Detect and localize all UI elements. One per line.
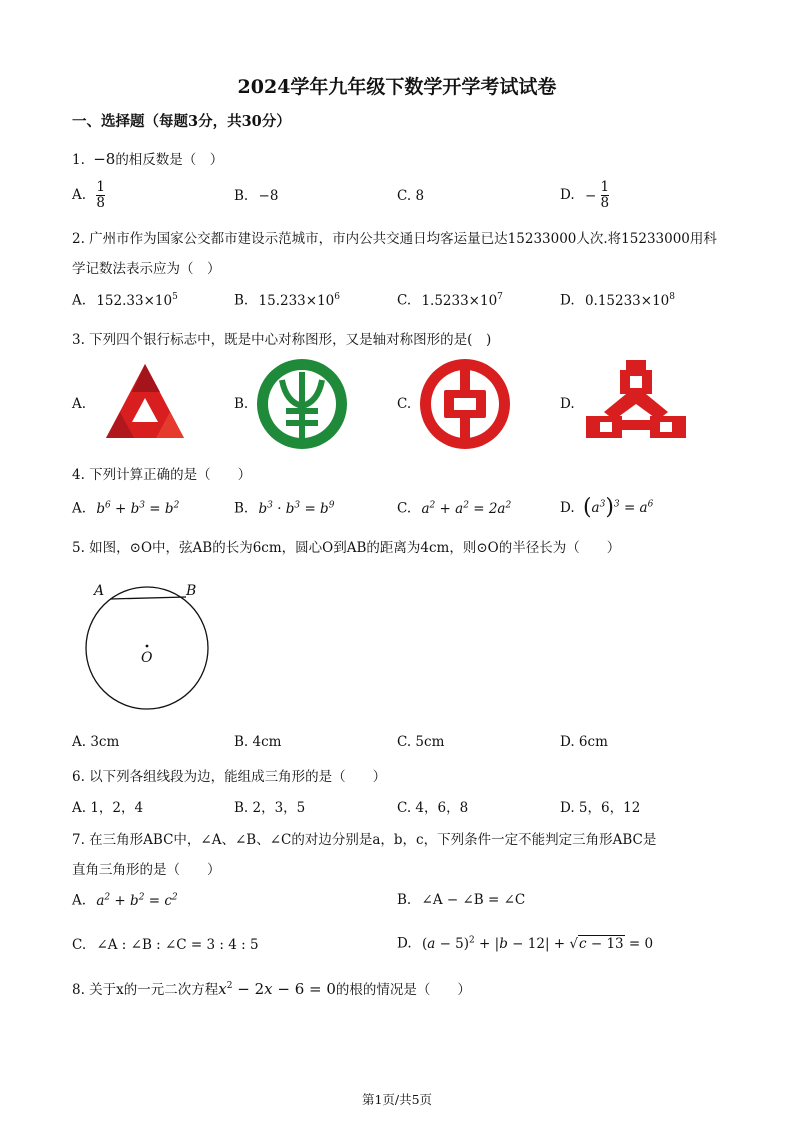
q1-option-b[interactable] [234,188,278,204]
q2-option-d[interactable] [560,292,675,309]
option-value: 0.15233×10 [584,292,670,309]
point-b-label: B [186,583,197,599]
q6-option-b[interactable]: B. 2，3，5 [234,800,306,816]
option-label: A. [72,187,87,203]
option-label: C. [397,188,412,204]
option-label: B. [397,892,412,908]
q1-expression: −8 [93,150,116,168]
ccb-logo-icon [104,362,186,442]
q1-option-d[interactable] [560,180,609,211]
q8-text-post: 的根的情况是（ ） [335,982,471,998]
section-heading: 一、选择题（每题3分，共30分） [72,113,291,130]
option-label: C. [72,937,87,953]
q8-equation: $x^2 - 2x - 6 = 0$ [218,980,336,998]
option-label: B. [234,188,249,204]
exponent: 5 [172,292,178,302]
option-label: B. [234,500,249,517]
option-label: A. [72,500,87,517]
abc-logo-icon [256,358,348,450]
q1-number: 1. [72,152,85,168]
q6-option-d[interactable]: D. 5，6，12 [560,800,641,816]
page-number: 第1页/共5页 [361,1092,433,1107]
q7-line-2: 直角三角形的是（ ） [72,862,221,878]
option-value: 152.33×10 [96,292,173,309]
q3-option-b-label[interactable]: B. [234,396,249,412]
option-label: D. [397,935,412,952]
question-8 [72,978,471,998]
exponent: 7 [497,292,503,302]
q8-text-pre: 8. 关于x的一元二次方程 [72,982,219,998]
q6-text: 6. 以下列各组线段为边，能组成三角形的是（ ） [72,769,387,785]
option-label: A. [72,292,87,309]
q4-option-c[interactable] [397,500,511,517]
point-a-label: A [94,583,105,599]
q1-option-a[interactable] [72,180,105,211]
option-label: D. [560,292,575,309]
option-value: −8 [258,188,279,204]
q6-option-c[interactable]: C. 4，6，8 [397,800,469,816]
q5-text: 5. 如图，⊙O中，弦AB的长为6cm，圆心O到AB的距离为4cm，则⊙O的半径长为（ ） [72,540,621,556]
q1-text: 的相反数是（ ） [115,152,224,168]
option-label: D. [560,187,575,203]
q3-option-d-label[interactable]: D. [560,396,575,412]
q1-option-c[interactable] [397,188,424,204]
question-1 [72,148,223,168]
q2-option-c[interactable] [397,292,503,309]
q7-option-d[interactable] [397,935,653,952]
exponent: 8 [669,292,675,302]
q2-line-2: 学记数法表示应为（ ） [72,261,221,277]
exponent: 6 [334,292,340,302]
option-formula: $a^2 + a^2 = 2a^2$ [421,500,512,517]
q6-option-a[interactable]: A. 1，2，4 [72,800,144,816]
option-label: D. [560,500,575,516]
q5-option-b[interactable]: B. 4cm [234,734,282,750]
option-formula: ∠A : ∠B : ∠C = 3 : 4 : 5 [96,937,259,953]
q4-text: 4. 下列计算正确的是（ ） [72,467,252,483]
q3-option-c-label[interactable]: C. [397,396,412,412]
q5-option-d[interactable]: D. 6cm [560,734,608,750]
fraction: $\frac{1}{8}$ [600,179,610,211]
boc-logo-icon [418,358,512,450]
icbc-logo-icon [584,358,688,448]
q7-option-a[interactable] [72,892,178,909]
option-value: 1.5233×10 [421,292,498,309]
option-label: A. [72,892,87,909]
page-title: 2024学年九年级下数学开学考试试卷 [237,76,557,98]
option-label: B. [234,292,249,309]
option-formula: $b^6 + b^3 = b^2$ [96,500,180,517]
option-formula: $b^3 \cdot b^3 = b^9$ [258,500,335,517]
option-label: C. [397,292,412,309]
q2-option-a[interactable] [72,292,178,309]
q7-line-1: 7. 在三角形ABC中，∠A、∠B、∠C的对边分别是a，b，c，下列条件一定不能判定三角形ABC是 [72,832,657,848]
option-formula: $(a - 5)^2 + |b - 12| + √c - 13 = 0$ [421,935,654,952]
fraction: $\frac{1}{8}$ [96,179,105,211]
q4-option-b[interactable] [234,500,334,517]
q4-option-d[interactable] [560,495,653,520]
minus-sign: − [584,187,597,204]
option-formula: $(a^3)^3 = a^6$ [582,495,654,520]
option-formula: ∠A − ∠B = ∠C [421,892,526,908]
q3-text: 3. 下列四个银行标志中，既是中心对称图形，又是轴对称图形的是( ) [72,332,492,348]
q5-option-c[interactable]: C. 5cm [397,734,445,750]
option-value: 15.233×10 [258,292,335,309]
point-o-label: O [141,650,153,666]
option-label: C. [397,500,412,517]
q3-option-a-label[interactable]: A. [72,396,87,412]
q7-option-c[interactable] [72,937,259,953]
option-formula: $a^2 + b^2 = c^2$ [96,892,178,909]
q2-option-b[interactable] [234,292,340,309]
q4-option-a[interactable] [72,500,179,517]
q7-option-b[interactable] [397,892,525,908]
option-value: 8 [415,188,425,204]
q2-line-1: 2. 广州市作为国家公交都市建设示范城市，市内公共交通日均客运量已达15233000人次.将15233000用科 [72,231,717,247]
q5-option-a[interactable]: A. 3cm [72,734,120,750]
